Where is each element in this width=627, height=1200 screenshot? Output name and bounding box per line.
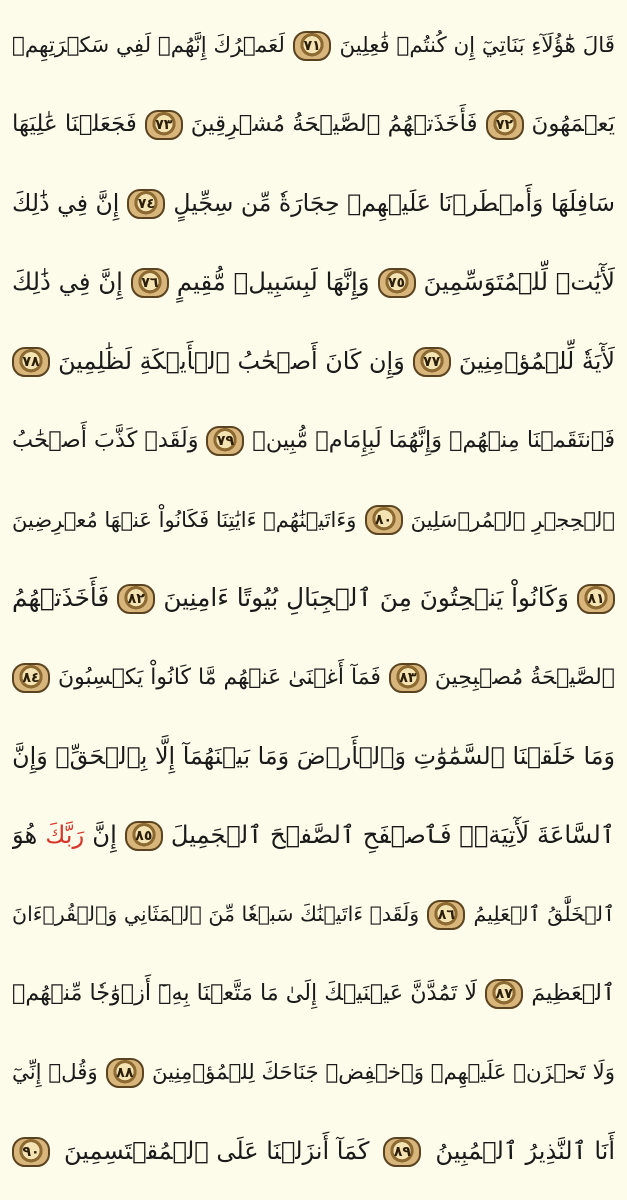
text-line	[12, 875, 615, 954]
verse-text: سَافِلَهَا وَأَمۡطَرۡنَا عَلَيۡهِمۡ حِجَارَةٗ مِّن سِجِّيلٍ	[173, 188, 615, 217]
verse-text: إِنَّ	[92, 820, 117, 850]
verse-text: وَكَانُواْ يَنۡحِتُونَ مِنَ ٱلۡجِبَالِ بُيُوتًا ءَامِنِينَ	[163, 583, 569, 613]
verse-text: هُوَ	[12, 820, 38, 850]
verse-text: فَمَآ أَغۡنَىٰ عَنۡهُم مَّا كَانُواْ يَكۡسِبُونَ	[57, 664, 381, 690]
verse-text: ٱلۡخَلَّٰقُ ٱلۡعَلِيمُ	[473, 902, 615, 927]
text-line	[12, 1033, 615, 1112]
verse-text: فَأَخَذَتۡهُمُ ٱلصَّيۡحَةُ مُشۡرِقِينَ	[190, 111, 478, 138]
ayah-number-marker: ٧٢	[486, 110, 524, 140]
text-line	[12, 1112, 615, 1191]
verse-text: وَلَا تَحۡزَنۡ عَلَيۡهِمۡ وَٱخۡفِضۡ جَنَاحَكَ لِلۡمُؤۡمِنِينَ	[151, 1059, 615, 1085]
ayah-number-marker: ٧١	[293, 31, 331, 61]
verse-text: فَجَعَلۡنَا عَٰلِيَهَا	[12, 111, 137, 138]
ayah-number-marker: ٨١	[577, 584, 615, 614]
verse-text: إِنَّ فِي ذَٰلِكَ	[12, 188, 120, 217]
text-line	[12, 85, 615, 164]
verse-text: ٱلۡحِجۡرِ ٱلۡمُرۡسَلِينَ	[410, 506, 615, 532]
ayah-number-marker: ٨٧	[485, 979, 523, 1009]
ayah-number-marker: ٧٦	[131, 268, 169, 298]
verse-text: قَالَ هَٰٓؤُلَآءِ بَنَاتِيٓ إِن كُنتُمۡ فَٰعِلِينَ	[339, 32, 615, 58]
text-line	[12, 559, 615, 638]
text-line	[12, 243, 615, 322]
text-line	[12, 954, 615, 1033]
verse-text: لَعَمۡرُكَ إِنَّهُمۡ لَفِي سَكۡرَتِهِمۡ	[12, 32, 285, 58]
text-line	[12, 796, 615, 875]
verse-text: ٱلۡعَظِيمَ	[531, 980, 615, 1007]
ayah-number-marker: ٧٨	[12, 347, 50, 377]
ayah-number-marker: ٧٥	[378, 268, 416, 298]
ayah-number-marker: ٨٥	[125, 821, 163, 851]
text-line	[12, 638, 615, 717]
ayah-number-marker: ٨٠	[365, 505, 403, 535]
ayah-number-marker: ٨٩	[383, 1137, 421, 1167]
ayah-number-marker: ٨٤	[12, 663, 50, 693]
text-line	[12, 164, 615, 243]
text-line	[12, 6, 615, 85]
ayah-number-marker: ٧٣	[145, 110, 183, 140]
ayah-number-marker: ٨٣	[389, 663, 427, 693]
verse-text: لَأٓيَٰتٖ لِّلۡمُتَوَسِّمِينَ	[423, 267, 615, 297]
verse-text: فَأَخَذَتۡهُمُ	[12, 583, 110, 613]
verse-text: وَإِنَّهَا لَبِسَبِيلٖ مُّقِيمٍ	[176, 267, 370, 297]
text-line	[12, 717, 615, 796]
ayah-number-marker: ٩٠	[12, 1137, 50, 1167]
verse-text: وَقُلۡ إِنِّيٓ	[12, 1059, 98, 1085]
verse-text: لَأٓيَةٗ لِّلۡمُؤۡمِنِينَ	[458, 346, 615, 375]
verse-text: ٱلصَّيۡحَةُ مُصۡبِحِينَ	[434, 664, 615, 690]
ayah-number-marker: ٨٢	[117, 584, 155, 614]
verse-text: كَمَآ أَنزَلۡنَا عَلَى ٱلۡمُقۡتَسِمِينَ	[64, 1137, 370, 1166]
ayah-number-marker: ٨٦	[427, 900, 465, 930]
verse-lines	[12, 6, 615, 1191]
verse-text: وَمَا خَلَقۡنَا ٱلسَّمَٰوَٰتِ وَٱلۡأَرۡضَ وَمَا بَيۡنَهُمَآ إِلَّا بِٱلۡحَقِّۗ وَإِنَّ	[12, 741, 615, 770]
verse-text: ٱلسَّاعَةَ لَأٓتِيَةٞۖ فَٱصۡفَحِ ٱلصَّفۡحَ ٱلۡجَمِيلَ	[170, 820, 615, 850]
verse-text: إِنَّ فِي ذَٰلِكَ	[12, 267, 123, 297]
highlighted-word: رَبَّكَ	[45, 820, 85, 850]
ayah-number-marker: ٧٧	[413, 347, 451, 377]
verse-text: يَعۡمَهُونَ	[531, 111, 615, 138]
verse-text: وَءَاتَيۡنَٰهُمۡ ءَايَٰتِنَا فَكَانُواْ عَنۡهَا مُعۡرِضِينَ	[12, 506, 357, 532]
verse-text: وَلَقَدۡ ءَاتَيۡنَٰكَ سَبۡعٗا مِّنَ ٱلۡمَثَانِي وَٱلۡقُرۡءَانَ	[12, 902, 420, 927]
text-line	[12, 480, 615, 559]
verse-text: فَٱنتَقَمۡنَا مِنۡهُمۡ وَإِنَّهُمَا لَبِإِمَامٖ مُّبِينٖ	[252, 427, 615, 454]
ayah-number-marker: ٨٨	[106, 1058, 144, 1088]
verse-text: وَلَقَدۡ كَذَّبَ أَصۡحَٰبُ	[12, 427, 199, 454]
verse-text: وَإِن كَانَ أَصۡحَٰبُ ٱلۡأَيۡكَةِ لَظَٰلِمِينَ	[58, 346, 405, 375]
ayah-number-marker: ٧٩	[206, 426, 244, 456]
verse-text: لَا تَمُدَّنَّ عَيۡنَيۡكَ إِلَىٰ مَا مَتَّعۡنَا بِهِۦٓ أَزۡوَٰجٗا مِّنۡهُمۡ	[12, 980, 478, 1007]
verse-text: أَنَا ٱلنَّذِيرُ ٱلۡمُبِينُ	[435, 1137, 615, 1166]
ayah-number-marker: ٧٤	[127, 189, 165, 219]
text-line	[12, 322, 615, 401]
text-line	[12, 401, 615, 480]
